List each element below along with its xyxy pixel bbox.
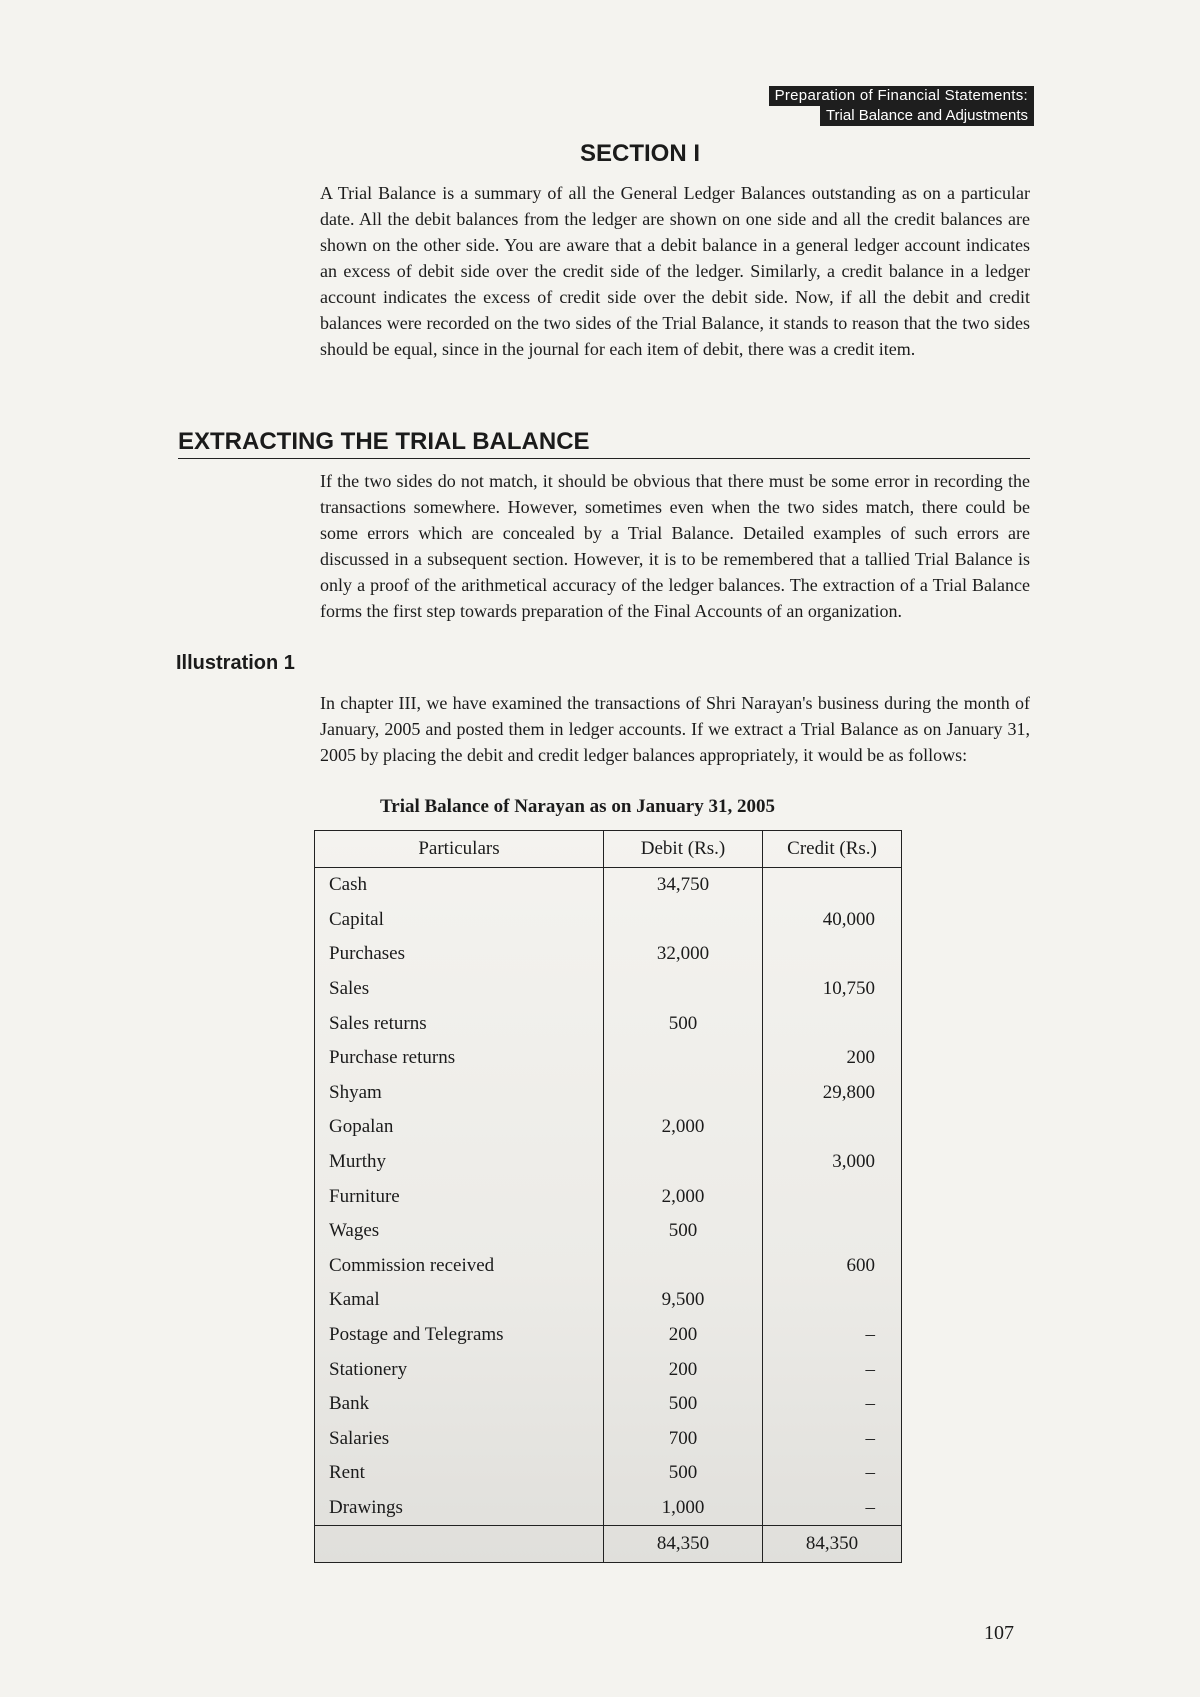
row-credit: 10,750 [763,972,902,1007]
table-row [315,1422,902,1457]
row-credit: 600 [763,1249,902,1284]
header-debit: Debit (Rs.) [604,831,763,868]
table-row [315,1214,902,1249]
row-debit: 1,000 [604,1491,763,1526]
row-credit: – [763,1491,902,1526]
trial-balance-table [314,830,902,1563]
row-debit: 9,500 [604,1283,763,1318]
row-credit [763,937,902,972]
table-title: Trial Balance of Narayan as on January 31, 2005 [380,796,775,817]
row-debit [604,1145,763,1180]
row-particulars: Postage and Telegrams [315,1318,604,1353]
row-particulars: Murthy [315,1145,604,1180]
row-particulars: Gopalan [315,1110,604,1145]
row-particulars: Stationery [315,1352,604,1387]
row-particulars: Drawings [315,1491,604,1526]
row-debit: 500 [604,1214,763,1249]
table-row [315,1387,902,1422]
row-particulars: Sales returns [315,1006,604,1041]
running-header-line2: Trial Balance and Adjustments [820,106,1034,126]
row-particulars: Bank [315,1387,604,1422]
row-debit: 500 [604,1006,763,1041]
row-debit: 700 [604,1422,763,1457]
row-credit [763,1006,902,1041]
table-row [315,1006,902,1041]
table-row [315,1179,902,1214]
row-particulars: Cash [315,868,604,903]
section-heading: EXTRACTING THE TRIAL BALANCE [178,428,1030,459]
row-particulars: Wages [315,1214,604,1249]
row-credit: 3,000 [763,1145,902,1180]
illustration-paragraph: In chapter III, we have examined the transactions of Shri Narayan's business during the month of January, 2005 and posted them in ledger accounts. If we extract a Trial Balance as on January 31, 2005 by placing the debit and credit ledger balances appropriately, it would be as follows: [320,693,1030,765]
table-row [315,972,902,1007]
table-row [315,1249,902,1284]
row-particulars: Sales [315,972,604,1007]
row-debit: 500 [604,1387,763,1422]
row-particulars: Purchases [315,937,604,972]
row-debit: 34,750 [604,868,763,903]
row-debit [604,1249,763,1284]
header-credit: Credit (Rs.) [763,831,902,868]
table-row [315,1041,902,1076]
table-row [315,1110,902,1145]
row-credit: – [763,1387,902,1422]
row-credit [763,868,902,903]
total-debit: 84,350 [604,1526,763,1563]
running-header [769,86,1034,126]
row-debit: 500 [604,1456,763,1491]
table-row [315,1076,902,1111]
row-particulars: Commission received [315,1249,604,1284]
totals-row [315,1526,902,1563]
table-row [315,868,902,903]
row-debit: 32,000 [604,937,763,972]
row-credit [763,1179,902,1214]
table-row [315,937,902,972]
total-label [315,1526,604,1563]
page-number: 107 [984,1622,1014,1644]
row-particulars: Purchase returns [315,1041,604,1076]
table-row [315,1145,902,1180]
row-particulars: Shyam [315,1076,604,1111]
row-debit: 200 [604,1318,763,1353]
row-debit [604,972,763,1007]
row-debit: 2,000 [604,1110,763,1145]
intro-paragraph: A Trial Balance is a summary of all the General Ledger Balances outstanding as on a particular date. All the debit balances from the ledger are shown on one side and all the credit balances are shown on the other side. You are aware that a debit balance in a general ledger account indicates an excess of debit side over the credit side of the ledger. Similarly, a credit balance in a ledger account indicates the excess of credit side over the debit side. Now, if all the debit and credit balances were recorded on the two sides of the Trial Balance, it stands to reason that the two sides should be equal, since in the journal for each item of debit, there was a credit item. [320,183,1030,359]
row-credit [763,1110,902,1145]
header-particulars: Particulars [315,831,604,868]
row-particulars: Furniture [315,1179,604,1214]
row-debit [604,903,763,938]
table-row [315,1352,902,1387]
row-credit: – [763,1422,902,1457]
row-particulars: Salaries [315,1422,604,1457]
table-body [315,868,902,1563]
row-credit: 200 [763,1041,902,1076]
table-row [315,1283,902,1318]
row-debit [604,1041,763,1076]
table-row [315,903,902,938]
total-credit: 84,350 [763,1526,902,1563]
row-credit: 29,800 [763,1076,902,1111]
row-particulars: Capital [315,903,604,938]
row-credit [763,1214,902,1249]
row-particulars: Kamal [315,1283,604,1318]
illustration-label: Illustration 1 [176,652,295,674]
row-credit: – [763,1352,902,1387]
row-particulars: Rent [315,1456,604,1491]
row-credit [763,1283,902,1318]
row-credit: – [763,1456,902,1491]
table-header-row [315,831,902,868]
running-header-line1: Preparation of Financial Statements: [769,86,1034,106]
row-credit: – [763,1318,902,1353]
table-row [315,1318,902,1353]
row-debit: 2,000 [604,1179,763,1214]
table-row [315,1491,902,1526]
section-title: SECTION I [579,140,700,167]
table-row [315,1456,902,1491]
row-credit: 40,000 [763,903,902,938]
extract-paragraph: If the two sides do not match, it should be obvious that there must be some error in recording the transactions somewhere. However, sometimes even when the two sides match, there could be some errors which are concealed by a Trial Balance. Detailed examples of such errors are discussed in a subsequent section. However, it is to be remembered that a tallied Trial Balance is only a proof of the arithmetical accuracy of the ledger balances. The extraction of a Trial Balance forms the first step towards preparation of the Final Accounts of an organization. [320,471,1030,621]
row-debit [604,1076,763,1111]
row-debit: 200 [604,1352,763,1387]
